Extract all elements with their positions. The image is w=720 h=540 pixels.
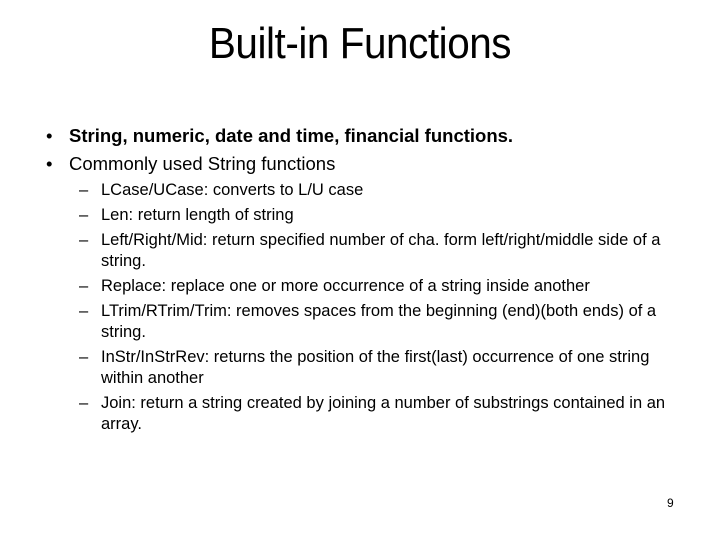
sub-bullet-text: Replace: replace one or more occurrence of a string inside another [101, 277, 590, 295]
dash-icon: – [79, 206, 89, 224]
sub-bullet-item [46, 301, 686, 343]
sub-bullet-item [46, 205, 686, 226]
bullet-text: Commonly used String functions [69, 153, 336, 174]
sub-bullet-item [46, 276, 686, 297]
dash-icon: – [79, 302, 89, 320]
dash-icon: – [79, 348, 89, 366]
dash-icon: – [79, 394, 89, 412]
page-number: 9 [667, 496, 674, 510]
sub-bullet-item [46, 230, 686, 272]
sub-bullet-item [46, 180, 686, 201]
bullet-item [46, 152, 686, 176]
dash-icon: – [79, 181, 89, 199]
bullet-icon: • [46, 125, 53, 146]
sub-bullet-text: InStr/InStrRev: returns the position of the first(last) occurrence of one string within another [101, 348, 650, 387]
sub-bullet-text: Len: return length of string [101, 206, 294, 224]
slide-title: Built-in Functions [208, 19, 512, 68]
bullet-list [46, 124, 686, 439]
sub-bullet-text: LCase/UCase: converts to L/U case [101, 181, 364, 199]
sub-bullet-item [46, 347, 686, 389]
bullet-icon: • [46, 153, 53, 174]
bullet-item [46, 124, 686, 148]
sub-bullet-text: Join: return a string created by joining a number of substrings contained in an array. [101, 394, 666, 433]
bullet-text: String, numeric, date and time, financial functions. [69, 125, 514, 146]
dash-icon: – [79, 277, 89, 295]
sub-bullet-item [46, 393, 686, 435]
sub-bullet-text: Left/Right/Mid: return specified number of cha. form left/right/middle side of a string. [101, 231, 661, 270]
sub-bullet-text: LTrim/RTrim/Trim: removes spaces from the beginning (end)(both ends) of a string. [101, 302, 657, 341]
dash-icon: – [79, 231, 89, 249]
